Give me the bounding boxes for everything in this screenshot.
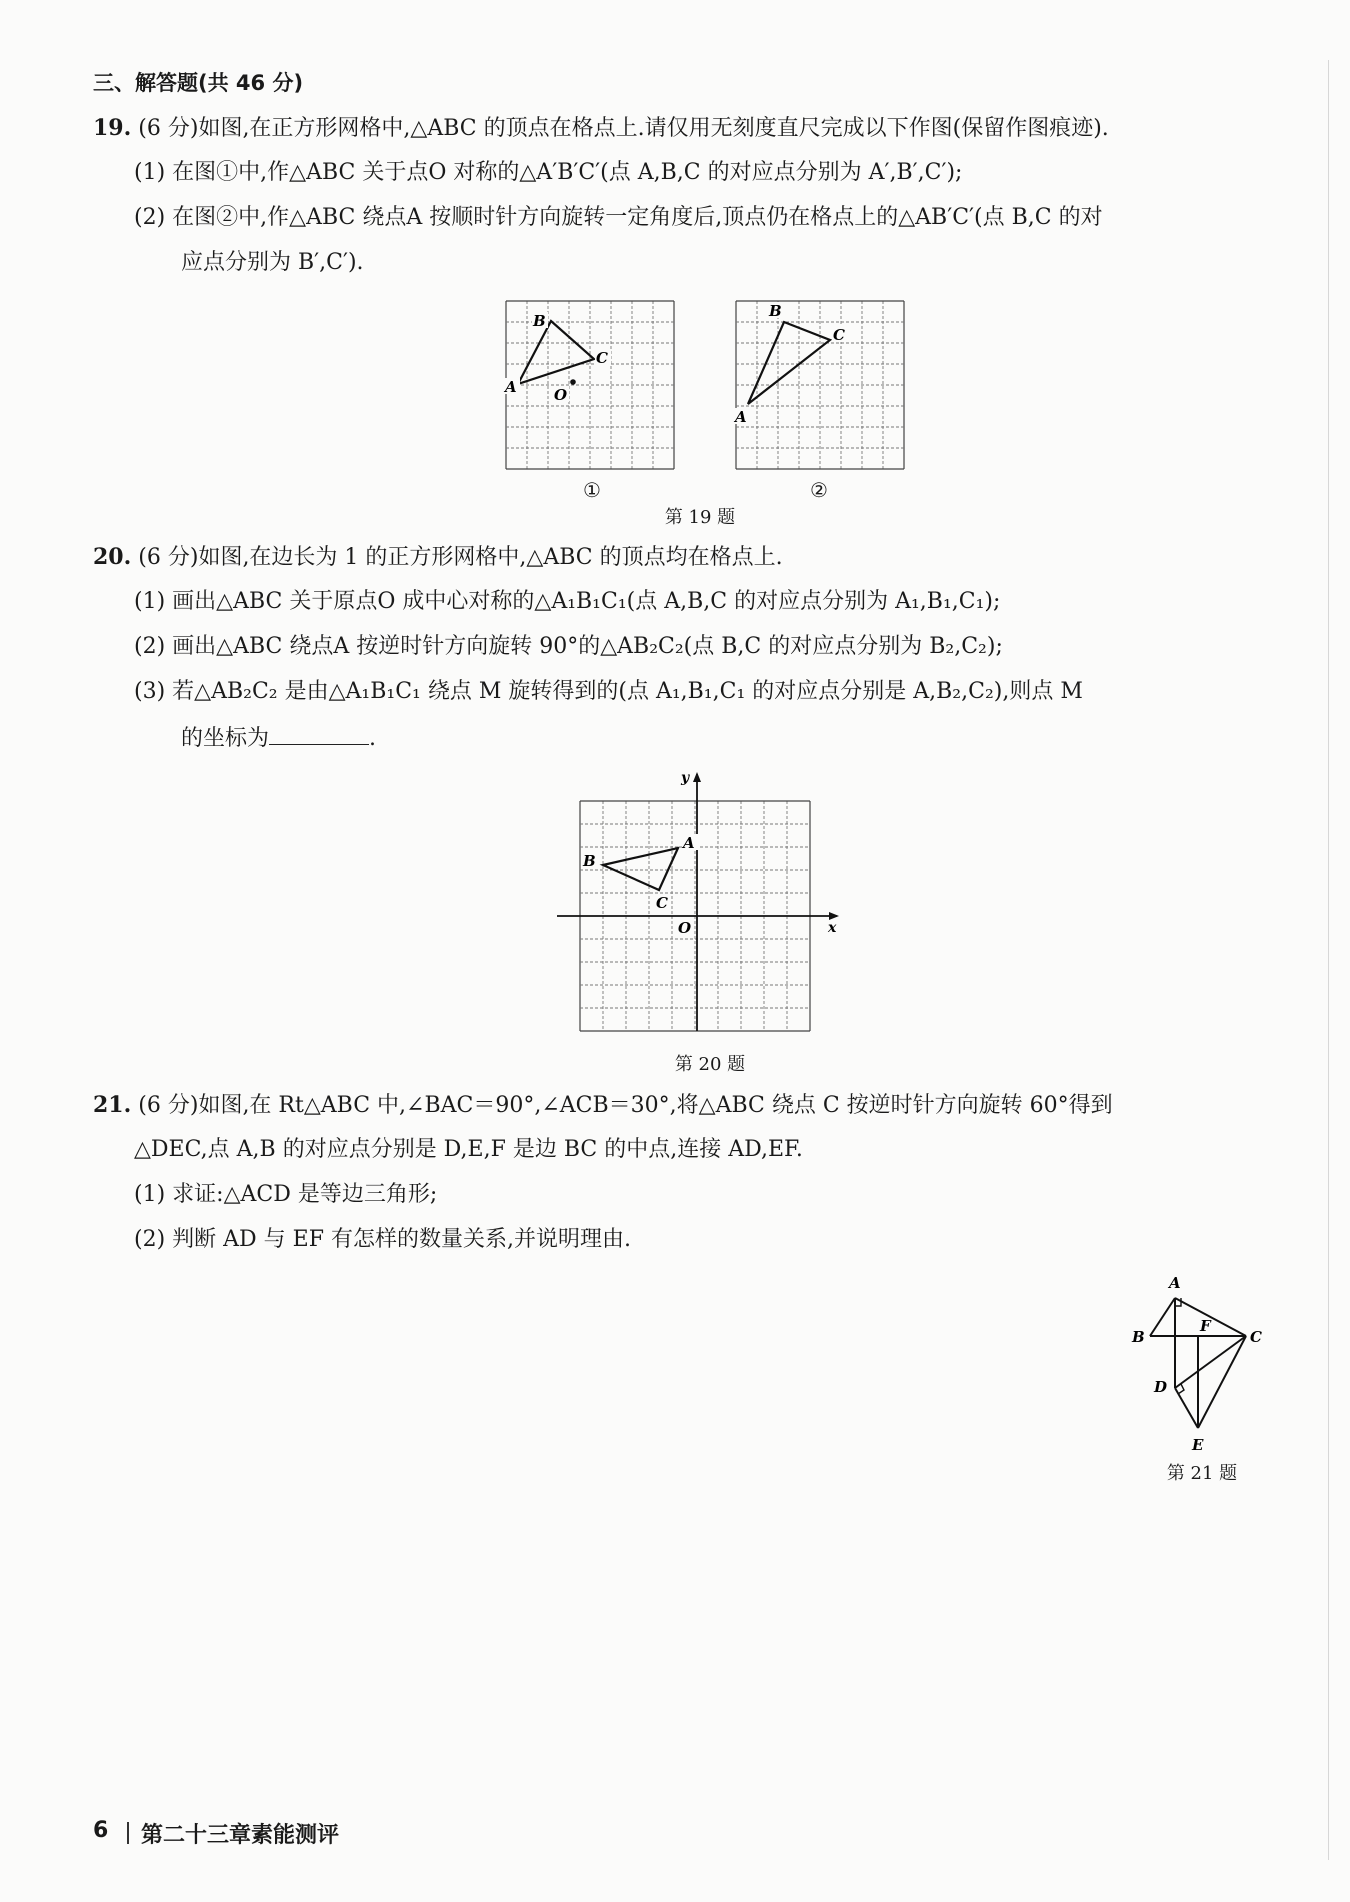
grid bbox=[736, 301, 904, 469]
label-b: B bbox=[533, 312, 546, 330]
y-axis-arrow-icon bbox=[693, 772, 701, 782]
q20-caption: 第 20 题 bbox=[674, 1054, 746, 1075]
label-f: F bbox=[1200, 1317, 1211, 1335]
label-o: O bbox=[678, 919, 692, 937]
q20-part3a: (3) 若△AB₂C₂ 是由△A₁B₁C₁ 绕点 M 旋转得到的(点 A₁,B₁,C₁ 的对应点分别是 A,B₂,C₂),则点 M bbox=[134, 679, 1083, 704]
q21-part2: (2) 判断 AD 与 EF 有怎样的数量关系,并说明理由. bbox=[134, 1227, 631, 1252]
triangle-abc bbox=[603, 848, 678, 890]
q20-part3b-suffix: . bbox=[369, 726, 377, 751]
label-b: B bbox=[1132, 1328, 1145, 1346]
q20-part2: (2) 画出△ABC 绕点A 按逆时针方向旋转 90°的△AB₂C₂(点 B,C 的对应点分别为 B₂,C₂); bbox=[134, 634, 1003, 659]
q19-figure-1 bbox=[496, 296, 682, 478]
label-c: C bbox=[656, 894, 668, 912]
x-axis-arrow-icon bbox=[829, 912, 839, 920]
label-a: A bbox=[735, 408, 747, 426]
page-number: 6 bbox=[93, 1818, 109, 1843]
segment-ab bbox=[1150, 1298, 1175, 1336]
q19-caption: 第 19 题 bbox=[664, 507, 736, 528]
label-b: B bbox=[769, 302, 782, 320]
q20-figure bbox=[555, 768, 845, 1038]
q19-figure-1-label: ① bbox=[583, 478, 601, 502]
grid bbox=[506, 301, 674, 469]
label-e: E bbox=[1192, 1436, 1204, 1454]
label-y: y bbox=[681, 770, 690, 786]
q20-part3b-prefix: 的坐标为 bbox=[181, 726, 270, 751]
q20-part1: (1) 画出△ABC 关于原点O 成中心对称的△A₁B₁C₁(点 A,B,C 的对应点分别为 A₁,B₁,C₁); bbox=[134, 589, 1001, 614]
q19-part2a: (2) 在图②中,作△ABC 绕点A 按顺时针方向旋转一定角度后,顶点仍在格点上的△AB′C′(点 B,C 的对 bbox=[134, 205, 1103, 230]
q20-part3b bbox=[181, 722, 376, 754]
label-c: C bbox=[833, 326, 845, 344]
q21-figure bbox=[1120, 1270, 1280, 1460]
q19-part1: (1) 在图①中,作△ABC 关于点O 对称的△A′B′C′(点 A,B,C 的对应点分别为 A′,B′,C′); bbox=[134, 160, 963, 185]
q21-stem-line bbox=[93, 1090, 1113, 1121]
segment-ec bbox=[1198, 1336, 1246, 1428]
footer-title: 第二十三章素能测评 bbox=[141, 1823, 340, 1848]
q19-figure-2 bbox=[726, 296, 912, 478]
q19-part2b: 应点分别为 B′,C′). bbox=[181, 250, 364, 275]
q20-number: 20. bbox=[93, 544, 132, 570]
section-heading: 三、解答题(共 46 分) bbox=[93, 71, 304, 95]
q21-number: 21. bbox=[93, 1092, 132, 1118]
label-o: O bbox=[554, 386, 568, 404]
label-a: A bbox=[683, 834, 695, 852]
q19-figure-2-label: ② bbox=[810, 478, 828, 502]
label-d: D bbox=[1154, 1378, 1168, 1396]
q21-stem-b: △DEC,点 A,B 的对应点分别是 D,E,F 是边 BC 的中点,连接 AD,EF. bbox=[134, 1137, 803, 1162]
label-x: x bbox=[828, 920, 837, 936]
label-b: B bbox=[583, 852, 596, 870]
page-edge-rule bbox=[1328, 60, 1329, 1860]
q19-stem: (6 分)如图,在正方形网格中,△ABC 的顶点在格点上.请仅用无刻度直尺完成以下作图(保留作图痕迹). bbox=[138, 116, 1109, 141]
q21-caption: 第 21 题 bbox=[1166, 1463, 1238, 1484]
label-a: A bbox=[505, 378, 517, 396]
footer-divider bbox=[127, 1822, 129, 1844]
segment-dc bbox=[1175, 1336, 1246, 1388]
q19-stem-line bbox=[93, 113, 1109, 144]
q20-stem: (6 分)如图,在边长为 1 的正方形网格中,△ABC 的顶点均在格点上. bbox=[138, 545, 783, 570]
label-c: C bbox=[1250, 1328, 1262, 1346]
q20-stem-line bbox=[93, 542, 783, 573]
triangle-abc bbox=[518, 321, 594, 384]
triangle-abc bbox=[748, 322, 830, 404]
label-a: A bbox=[1169, 1274, 1181, 1292]
label-c: C bbox=[596, 349, 608, 367]
answer-blank bbox=[269, 722, 369, 745]
q21-part1: (1) 求证:△ACD 是等边三角形; bbox=[134, 1182, 438, 1207]
q19-number: 19. bbox=[93, 115, 132, 141]
point-o bbox=[570, 379, 576, 385]
q21-stem-a: (6 分)如图,在 Rt△ABC 中,∠BAC＝90°,∠ACB＝30°,将△ABC 绕点 C 按逆时针方向旋转 60°得到 bbox=[138, 1093, 1113, 1118]
